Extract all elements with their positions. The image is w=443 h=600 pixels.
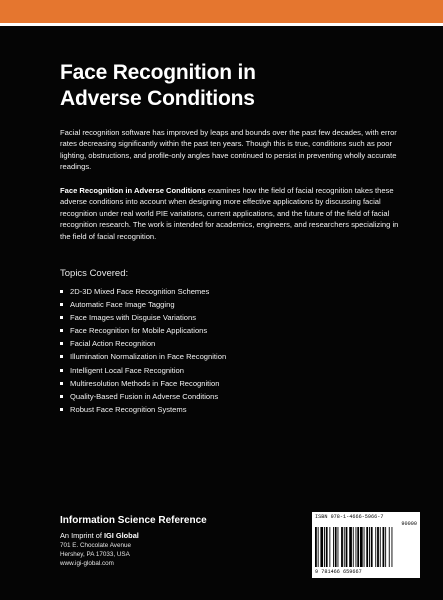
top-accent-band <box>0 0 443 23</box>
description-paragraph-2-text: examines how the field of facial recognition takes these adverse conditions into account when designing more effective applications by discussing facial recognition under real world PIE variations, current applications, and the future of the field of facial recognition research. The work is intended for academics, engineers, and researchers specializing in the field of facial recognition. <box>60 186 399 241</box>
topic-item: Intelligent Local Face Recognition <box>60 364 400 377</box>
description-paragraph-1: Facial recognition software has improved by leaps and bounds over the past few decades, with error rates decreasing significantly within the past ten years. Though this is true, conditions such as poor lighting, obstructions, and profile-only angles have continued to persist in preventing wholly accurate readings. <box>60 128 397 172</box>
topic-item: Facial Action Recognition <box>60 337 400 350</box>
barcode-bars <box>315 527 417 568</box>
book-title <box>60 60 400 112</box>
isbn-label: ISBN 978-1-4666-5966-7 <box>315 514 384 520</box>
topic-item: Illumination Normalization in Face Recognition <box>60 350 400 363</box>
topic-item: Robust Face Recognition Systems <box>60 403 400 416</box>
topic-item: Quality-Based Fusion in Adverse Conditions <box>60 390 400 403</box>
isbn-barcode <box>312 512 420 578</box>
book-title-line-1: Face Recognition in <box>60 61 256 84</box>
topics-list <box>60 285 400 416</box>
imprint-name: IGI Global <box>103 531 139 540</box>
top-divider-line <box>0 23 443 26</box>
description-paragraph-2 <box>60 185 410 242</box>
description-book-title-bold: Face Recognition in Adverse Conditions <box>60 186 206 195</box>
publisher-block <box>60 514 280 569</box>
publisher-address-line-1: 701 E. Chocolate Avenue <box>60 542 131 549</box>
topic-item: 2D-3D Mixed Face Recognition Schemes <box>60 285 400 298</box>
price-code: 90000 <box>401 521 417 527</box>
imprint-prefix: An Imprint of <box>60 531 104 540</box>
publisher-website: www.igi-global.com <box>60 560 114 568</box>
book-title-line-2: Adverse Conditions <box>60 87 255 110</box>
topics-heading: Topics Covered: <box>60 268 129 279</box>
publisher-address-line-2: Hershey, PA 17033, USA <box>60 551 130 559</box>
topic-item: Multiresolution Methods in Face Recognition <box>60 377 400 390</box>
barcode-digits: 9 781466 659667 <box>315 569 362 575</box>
topic-item: Face Images with Disguise Variations <box>60 311 400 324</box>
publisher-imprint <box>60 530 280 541</box>
publisher-name: Information Science Reference <box>60 515 207 526</box>
topic-item: Face Recognition for Mobile Applications <box>60 324 400 337</box>
topic-item: Automatic Face Image Tagging <box>60 298 400 311</box>
